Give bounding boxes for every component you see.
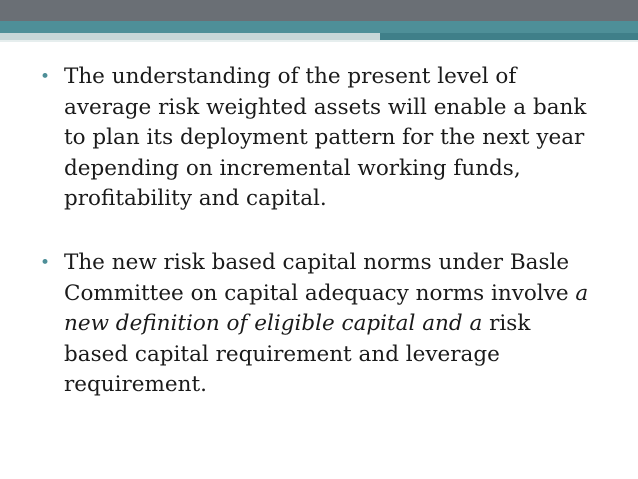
bullet-item: [28, 248, 613, 401]
line-text: Committee on capital adequacy norms involve: [64, 280, 576, 306]
bullet-line: [64, 309, 613, 340]
slide-body: [28, 62, 613, 401]
bullet-item: [28, 62, 613, 215]
italic-text: new definition of eligible capital and a: [64, 311, 483, 337]
bullet-dot-icon: •: [39, 67, 51, 87]
bullet-line: to plan its deployment pattern for the next year: [64, 125, 585, 151]
bullet-line: depending on incremental working funds,: [64, 155, 521, 181]
header-light-strip: [0, 33, 380, 40]
bullet-line: The new risk based capital norms under Basle: [64, 249, 570, 275]
bullet-line: average risk weighted assets will enable a bank: [64, 94, 587, 120]
header-dark-strip: [0, 0, 638, 21]
header-teal-strip: [0, 21, 638, 33]
bullet-line: The understanding of the present level of: [64, 64, 517, 89]
header-accent-strip: [380, 33, 638, 40]
italic-text: a: [575, 280, 589, 306]
bullet-line: requirement.: [64, 372, 207, 398]
bullet-line: based capital requirement and leverage: [64, 341, 500, 367]
line-text: risk: [482, 311, 531, 337]
bullet-dot-icon: •: [39, 252, 51, 273]
bullet-line: [64, 279, 613, 310]
bullet-line: profitability and capital.: [64, 186, 327, 212]
header-underline: [0, 40, 638, 42]
